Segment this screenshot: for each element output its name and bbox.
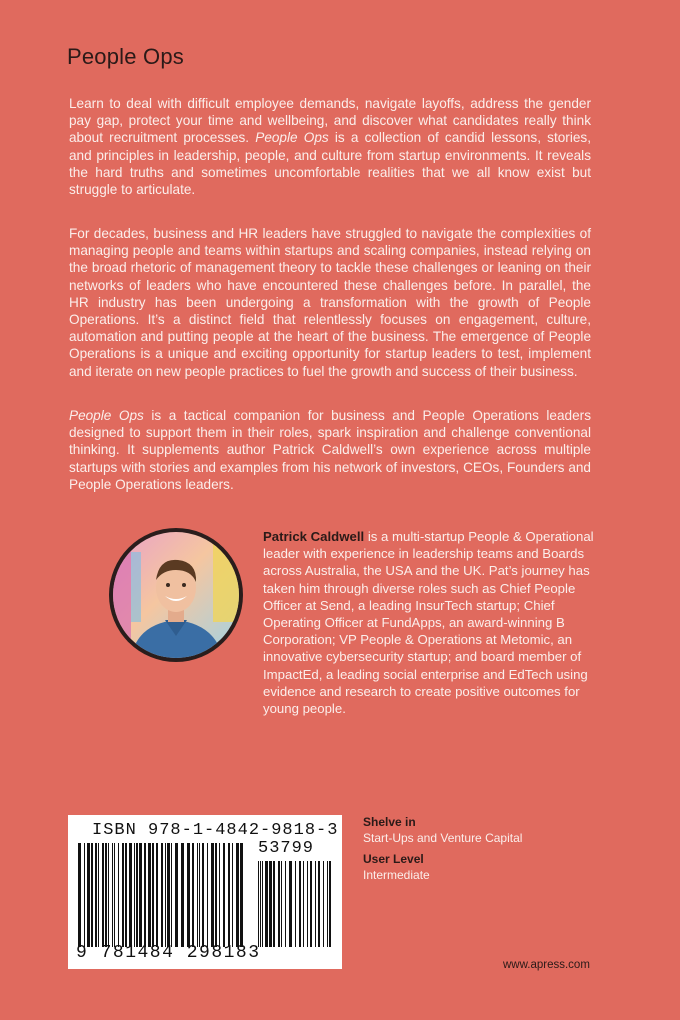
blurb-text: is a tactical companion for business and People Operations leaders designed to support them in their roles, spark inspiration and challenge conventional thinking. It supplements author Patrick Caldwell’s own experience across multiple startups with stories and examples from his network of investors, CEOs, Founders and People Operations leaders.	[69, 408, 591, 492]
barcode-bar	[240, 843, 243, 947]
barcode-bar	[129, 843, 132, 947]
author-bio	[263, 528, 603, 717]
barcode-bar	[156, 843, 158, 947]
barcode-bar	[211, 843, 214, 947]
barcode-bar	[122, 843, 124, 947]
barcode-bar	[215, 843, 217, 947]
barcode-bar	[171, 843, 172, 947]
author-bio-text: is a multi-startup People & Operational leader with experience in leadership teams and Boards across Australia, the USA and the UK. Pat’s journey has taken him through diverse roles such as Chief People Officer at Send, a leading InsurTech startup; Chief Operating Officer at FundApps, an award-winning B Corporation; VP People & Operations at Metomic, an innovative cybersecurity startup; and board member of ImpactEd, a leading social enterprise and EdTech using evidence and research to create positive outcomes for young people.	[263, 529, 594, 717]
book-title-italic: People Ops	[255, 130, 329, 146]
barcode-bar	[136, 843, 138, 947]
barcode-bar	[281, 861, 282, 947]
barcode-bar	[262, 861, 263, 947]
barcode-bar	[139, 843, 142, 947]
user-level-label: User Level	[363, 852, 424, 866]
publisher-url[interactable]: www.apress.com	[503, 959, 590, 971]
barcode-bar	[207, 843, 208, 947]
barcode-bar	[199, 843, 200, 947]
barcode-bar	[273, 861, 275, 947]
author-photo	[109, 528, 243, 662]
barcode-bar	[161, 843, 163, 947]
barcode-bar	[105, 843, 107, 947]
book-title-italic: People Ops	[69, 408, 144, 423]
blurb-paragraph-1	[69, 95, 591, 198]
isbn-barcode	[68, 815, 342, 969]
barcode-bar	[108, 843, 109, 947]
barcode-bar	[78, 843, 81, 947]
barcode-bar	[236, 843, 239, 947]
barcode-bar	[134, 843, 135, 947]
barcode-bar	[167, 843, 170, 947]
barcode-bar	[175, 843, 178, 947]
barcode-bar	[202, 843, 204, 947]
barcode-bar	[258, 861, 259, 947]
barcode-bar	[223, 843, 225, 947]
barcode-bar	[278, 861, 280, 947]
barcode-bar	[307, 861, 308, 947]
shelve-in-value: Start-Ups and Venture Capital	[363, 830, 523, 845]
barcode-bar	[84, 843, 85, 947]
barcode-bar	[228, 843, 230, 947]
barcode-bar	[232, 843, 233, 947]
barcode-bar	[165, 843, 166, 947]
barcode-bar	[219, 843, 220, 947]
book-title: People Ops	[67, 44, 184, 69]
price-code: 53799	[258, 839, 315, 858]
barcode-bar	[148, 843, 151, 947]
barcode-bar	[112, 843, 113, 947]
barcode-bar	[152, 843, 154, 947]
barcode-bars	[76, 843, 246, 947]
barcode-bar	[285, 861, 286, 947]
barcode-bar	[181, 843, 184, 947]
isbn-label: ISBN 978-1-4842-9818-3	[92, 821, 339, 840]
blurb-paragraph-2: For decades, business and HR leaders have struggled to navigate the complexities of managing people and teams within startups and scaling companies, instead relying on the broad rhetoric of management theory to tackle these challenges or leaning on their networks of leaders who have encountered these challenges before. In parallel, the HR industry has been undergoing a transformation with the growth of People Operations. It’s a distinct field that relentlessly focuses on engagement, culture, automation and putting people at the heart of the business. The emergence of People Operations is a unique and exciting opportunity for startup leaders to test, implement and iterate on new people practices to fuel the growth and success of their business.	[69, 226, 591, 379]
barcode-bar	[265, 861, 268, 947]
barcode-bar	[260, 861, 261, 947]
barcode-bar	[87, 843, 90, 947]
barcode-bar	[269, 861, 272, 947]
barcode-bar	[144, 843, 146, 947]
barcode-bar	[327, 861, 328, 947]
barcode-bar	[318, 861, 320, 947]
barcode-bar	[289, 861, 292, 947]
barcode-bar	[192, 843, 194, 947]
barcode-bar	[91, 843, 93, 947]
barcode-bar	[118, 843, 119, 947]
author-name: Patrick Caldwell	[263, 529, 365, 544]
blurb-text: Learn to deal with difficult employee demands, navigate layoffs, address the gender pay gap, protect your time and wellbeing, and discover what candidates really think about recruitment processes.	[69, 96, 591, 146]
barcode-addon-bars	[256, 861, 336, 947]
barcode-bar	[310, 861, 312, 947]
barcode-bar	[125, 843, 127, 947]
shelve-in-label: Shelve in	[363, 815, 416, 829]
barcode-bar	[95, 843, 97, 947]
barcode-bar	[197, 843, 198, 947]
barcode-bar	[295, 861, 296, 947]
barcode-bar	[102, 843, 104, 947]
barcode-bar	[98, 843, 99, 947]
user-level-value: Intermediate	[363, 867, 430, 882]
barcode-bar	[315, 861, 316, 947]
blurb-text: is a collection of candid lessons, stories, and principles in leadership, people, and culture from startup environments. It reveals the hard truths and sometimes uncomfortable realities that we all know exist but struggle to articulate.	[69, 130, 591, 198]
barcode-bar	[323, 861, 324, 947]
author-portrait-icon	[113, 532, 239, 658]
shelving-info	[363, 815, 522, 883]
barcode-bar	[187, 843, 190, 947]
barcode-bar	[303, 861, 304, 947]
barcode-bar	[329, 861, 331, 947]
barcode-bar	[299, 861, 301, 947]
barcode-digits: 9 781484 298183	[76, 943, 261, 963]
blurb-paragraph-3	[69, 407, 591, 493]
barcode-bar	[114, 843, 115, 947]
